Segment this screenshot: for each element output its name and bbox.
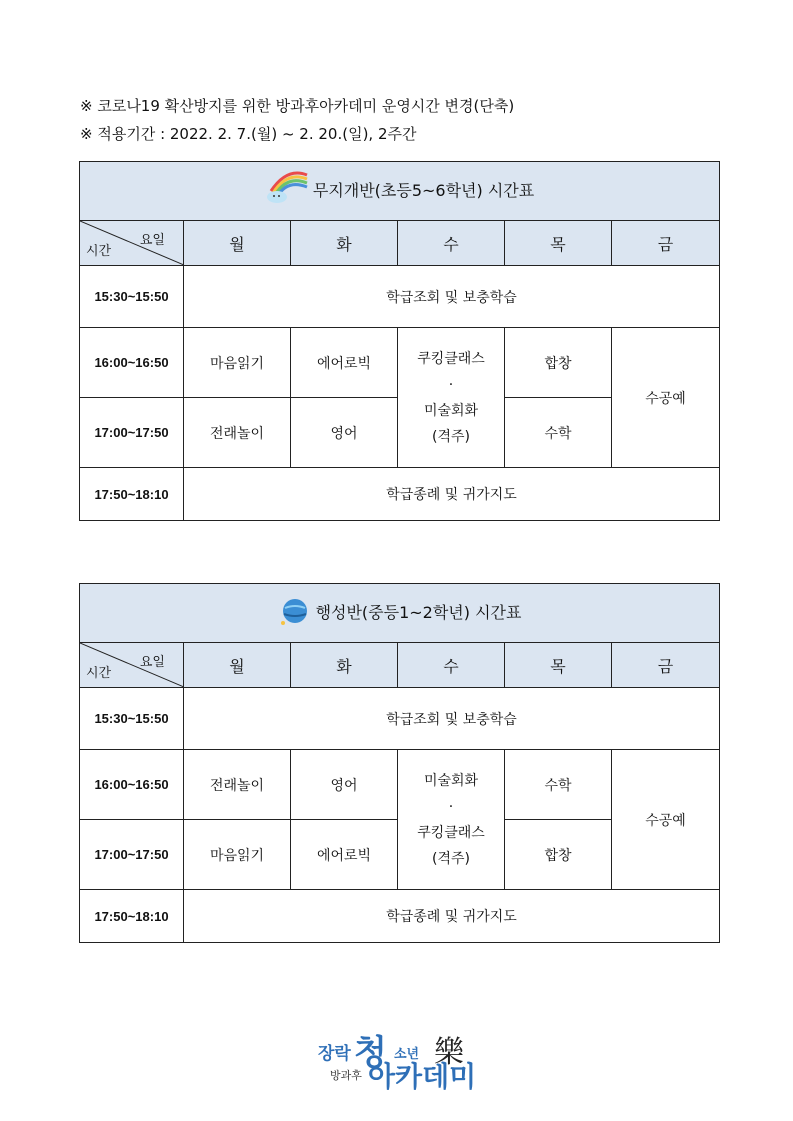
day-header-fri: 금: [612, 221, 720, 266]
wed-activity-dot: ·: [448, 376, 454, 393]
activity-cell: 전래놀이: [184, 750, 291, 820]
activity-cell: 에어로빅: [291, 820, 398, 890]
activity-cell: 수학: [505, 398, 612, 468]
day-header-tue: 화: [291, 221, 398, 266]
activity-cell: 영어: [291, 750, 398, 820]
table-title: 무지개반(초등5~6학년) 시간표: [312, 180, 535, 200]
activity-cell: 전래놀이: [184, 398, 291, 468]
activity-cell-wed: [398, 328, 505, 468]
corner-time-label: 시간: [86, 666, 112, 681]
time-cell: 16:00~16:50: [80, 750, 184, 820]
notice-line-1: ※ 코로나19 확산방지를 위한 방과후아카데미 운영시간 변경(단축): [80, 97, 515, 115]
activity-cell: 학급조회 및 보충학습: [184, 688, 720, 750]
activity-cell-fri: 수공예: [612, 328, 720, 468]
corner-day-label: 요일: [139, 233, 165, 248]
logo-text-sonyeon: 소년: [394, 1047, 420, 1062]
corner-day-label: 요일: [139, 655, 165, 670]
time-cell: 17:00~17:50: [80, 398, 184, 468]
corner-header: [80, 221, 184, 266]
time-cell: 17:50~18:10: [80, 468, 184, 521]
logo-text-cheong: 청: [354, 1033, 387, 1073]
academy-logo: [318, 1025, 478, 1093]
activity-cell: 합창: [505, 820, 612, 890]
wed-activity-mid: 미술회화: [423, 402, 479, 419]
day-header-thu: 목: [505, 221, 612, 266]
corner-header: [80, 643, 184, 688]
wed-activity-dot: ·: [448, 798, 454, 815]
day-header-thu: 목: [505, 643, 612, 688]
logo-text-rak: 樂: [434, 1035, 464, 1070]
wed-activity-mid: 쿠킹클래스: [417, 824, 485, 841]
wed-activity-top: 쿠킹클래스: [417, 350, 485, 367]
activity-cell: 수학: [505, 750, 612, 820]
logo-text-jangrak: 장락: [318, 1044, 351, 1064]
activity-cell: 마음읽기: [184, 328, 291, 398]
table-title-cell: [80, 584, 720, 643]
notice-line-2: ※ 적용기간 : 2022. 2. 7.(월) ~ 2. 20.(일), 2주간: [80, 125, 417, 143]
wed-activity-top: 미술회화: [423, 772, 479, 789]
notice-block: [80, 92, 514, 148]
corner-time-label: 시간: [86, 244, 112, 259]
day-header-mon: 월: [184, 643, 291, 688]
activity-cell: 학급조회 및 보충학습: [184, 266, 720, 328]
rainbow-cloud-icon: [265, 171, 309, 207]
table-title-cell: [80, 162, 720, 221]
activity-cell: 에어로빅: [291, 328, 398, 398]
day-header-tue: 화: [291, 643, 398, 688]
time-cell: 17:00~17:50: [80, 820, 184, 890]
time-cell: 16:00~16:50: [80, 328, 184, 398]
activity-cell: 영어: [291, 398, 398, 468]
day-header-wed: 수: [398, 221, 505, 266]
activity-cell: 학급종례 및 귀가지도: [184, 468, 720, 521]
activity-cell: 학급종례 및 귀가지도: [184, 890, 720, 943]
wed-activity-note: (격주): [432, 850, 470, 867]
wed-activity-note: (격주): [432, 428, 470, 445]
logo-text-banggwahu: 방과후: [330, 1069, 362, 1082]
table-title: 행성반(중등1~2학년) 시간표: [315, 602, 522, 622]
timetable-planet-class: [79, 583, 720, 943]
time-cell: 15:30~15:50: [80, 266, 184, 328]
day-header-mon: 월: [184, 221, 291, 266]
time-cell: 15:30~15:50: [80, 688, 184, 750]
activity-cell: 마음읽기: [184, 820, 291, 890]
timetable-rainbow-class: [79, 161, 720, 521]
planet-icon: [278, 594, 312, 628]
time-cell: 17:50~18:10: [80, 890, 184, 943]
day-header-wed: 수: [398, 643, 505, 688]
logo-text-academy: 아카데미: [368, 1060, 477, 1093]
activity-cell-wed: [398, 750, 505, 890]
activity-cell-fri: 수공예: [612, 750, 720, 890]
day-header-fri: 금: [612, 643, 720, 688]
activity-cell: 합창: [505, 328, 612, 398]
